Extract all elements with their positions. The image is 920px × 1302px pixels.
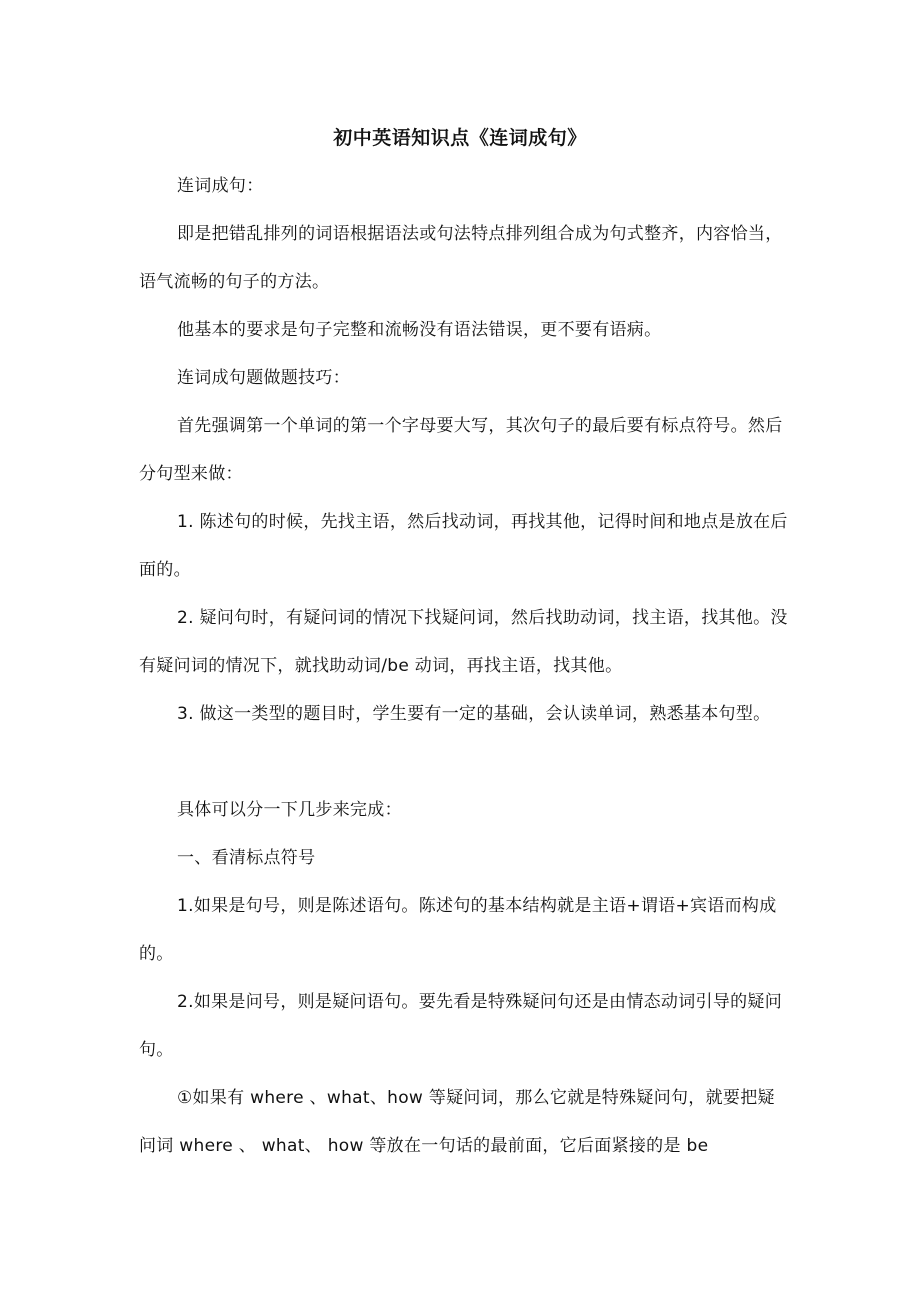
document-title: 初中英语知识点《连词成句》: [333, 127, 587, 149]
paragraph-period-rule: 1.如果是句号，则是陈述语句。陈述句的基本结构就是主语+谓语+宾语而构成的。: [139, 896, 777, 964]
paragraph-steps-intro: 具体可以分一下几步来完成：: [177, 800, 402, 820]
paragraph-wh-question-rule: ①如果有 where 、what、how 等疑问词，那么它就是特殊疑问句，就要把疑问词 where 、 what、 how 等放在一句话的最前面，它后面紧接的是 be: [139, 1088, 775, 1156]
paragraph-section-1-heading: 一、看清标点符号: [177, 848, 316, 868]
paragraph-tip-3: 3. 做这一类型的题目时，学生要有一定的基础，会认读单词，熟悉基本句型。: [177, 704, 771, 724]
paragraph-requirement: 他基本的要求是句子完整和流畅没有语法错误，更不要有语病。: [177, 320, 662, 340]
paragraph-tips-intro: 首先强调第一个单词的第一个字母要大写，其次句子的最后要有标点符号。然后分句型来做：: [139, 416, 783, 484]
paragraph-tip-1: 1. 陈述句的时候，先找主语，然后找动词，再找其他，记得时间和地点是放在后面的。: [139, 512, 788, 580]
paragraph-definition: 即是把错乱排列的词语根据语法或句法特点排列组合成为句式整齐，内容恰当，语气流畅的句子的方法。: [139, 224, 783, 292]
paragraph-question-rule: 2.如果是问号，则是疑问语句。要先看是特殊疑问句还是由情态动词引导的疑问句。: [139, 992, 783, 1060]
paragraph-tips-heading: 连词成句题做题技巧：: [177, 368, 350, 388]
paragraph-tip-2: 2. 疑问句时，有疑问词的情况下找疑问词，然后找助动词，找主语，找其他。没有疑问词的情况下，就找助动词/be 动词，再找主语，找其他。: [139, 608, 788, 676]
paragraph-definition-heading: 连词成句：: [177, 176, 264, 196]
